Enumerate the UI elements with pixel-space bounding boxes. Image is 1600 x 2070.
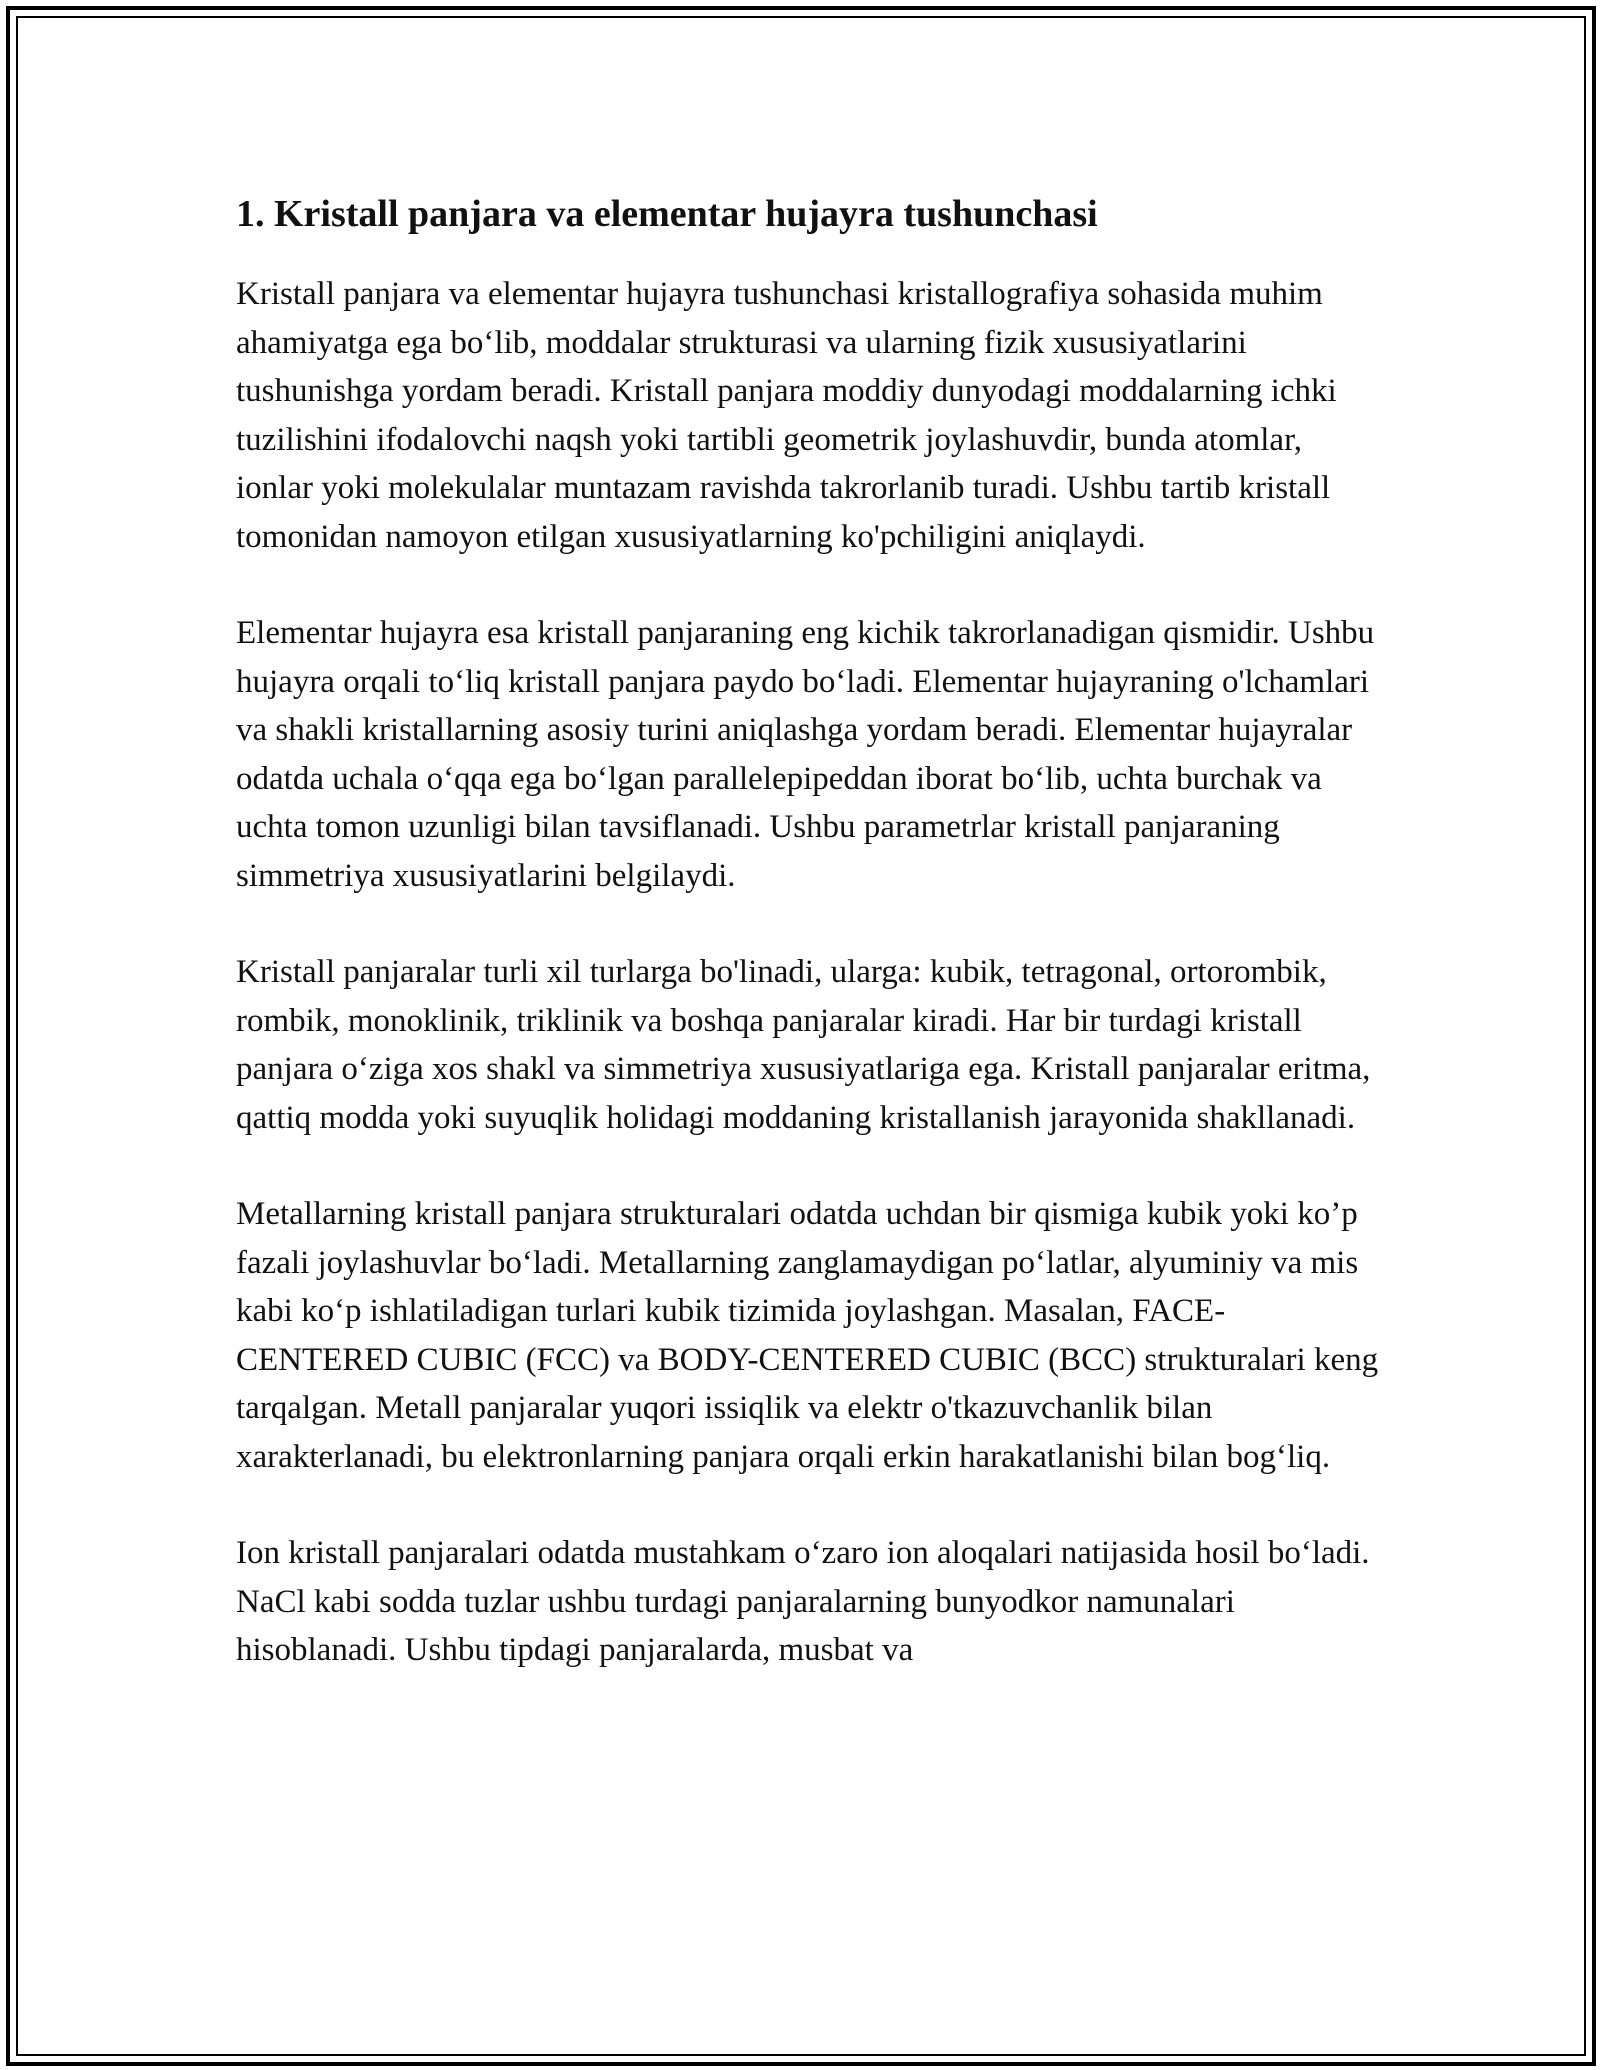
paragraph-3: Kristall panjaralar turli xil turlarga bo'linadi, ularga: kubik, tetragonal, ortorombik, rombik, monoklinik, triklinik va boshqa panjaralar kiradi. Har bir turdagi kristall panjara o‘ziga xos shakl va simmetriya xususiyatlariga ega. Kristall panjaralar eritma, qattiq modda yoki suyuqlik holidagi moddaning kristallanish jarayonida shakllanadi.	[236, 954, 1371, 1136]
paragraph-4: Metallarning kristall panjara strukturalari odatda uchdan bir qismiga kubik yoki ko’p fazali joylashuvlar bo‘ladi. Metallarning zanglamaydigan po‘latlar, alyuminiy va mis kabi ko‘p ishlatiladigan turlari kubik tizimida joylashgan. Masalan, FACE-CENTERED CUBIC (FCC) va BODY-CENTERED CUBIC (BCC) strukturalari keng tarqalgan. Metall panjaralar yuqori issiqlik va elektr o'tkazuvchanlik bilan xarakterlanadi, bu elektronlarning panjara orqali erkin harakatlanishi bilan bog‘liq.	[236, 1196, 1379, 1475]
paragraph-1: Kristall panjara va elementar hujayra tushunchasi kristallografiya sohasida muhim ahamiyatga ega bo‘lib, moddalar strukturasi va ularning fizik xususiyatlarini tushunishga yordam beradi. Kristall panjara moddiy dunyodagi moddalarning ichki tuzilishini ifodalovchi naqsh yoki tartibli geometrik joylashuvdir, bunda atomlar, ionlar yoki molekulalar muntazam ravishda takrorlanib turadi. Ushbu tartib kristall tomonidan namoyon etilgan xususiyatlarning ko'pchiligini aniqlaydi.	[236, 276, 1337, 555]
document-body	[236, 186, 1386, 1723]
paragraph-5: Ion kristall panjaralari odatda mustahkam o‘zaro ion aloqalari natijasida hosil bo‘ladi. NaCl kabi sodda tuzlar ushbu turdagi panjaralarning bunyodkor namunalari hisoblanadi. Ushbu tipdagi panjaralarda, musbat va	[236, 1535, 1370, 1668]
paragraph-2: Elementar hujayra esa kristall panjaraning eng kichik takrorlanadigan qismidir. Ushbu hujayra orqali to‘liq kristall panjara paydo bo‘ladi. Elementar hujayraning o'lchamlari va shakli kristallarning asosiy turini aniqlashga yordam beradi. Elementar hujayralar odatda uchala o‘qqa ega bo‘lgan parallelepipeddan iborat bo‘lib, uchta burchak va uchta tomon uzunligi bilan tavsiflanadi. Ushbu parametrlar kristall panjaraning simmetriya xususiyatlarini belgilaydi.	[236, 615, 1375, 894]
section-heading: 1. Kristall panjara va elementar hujayra tushunchasi	[236, 193, 1098, 235]
